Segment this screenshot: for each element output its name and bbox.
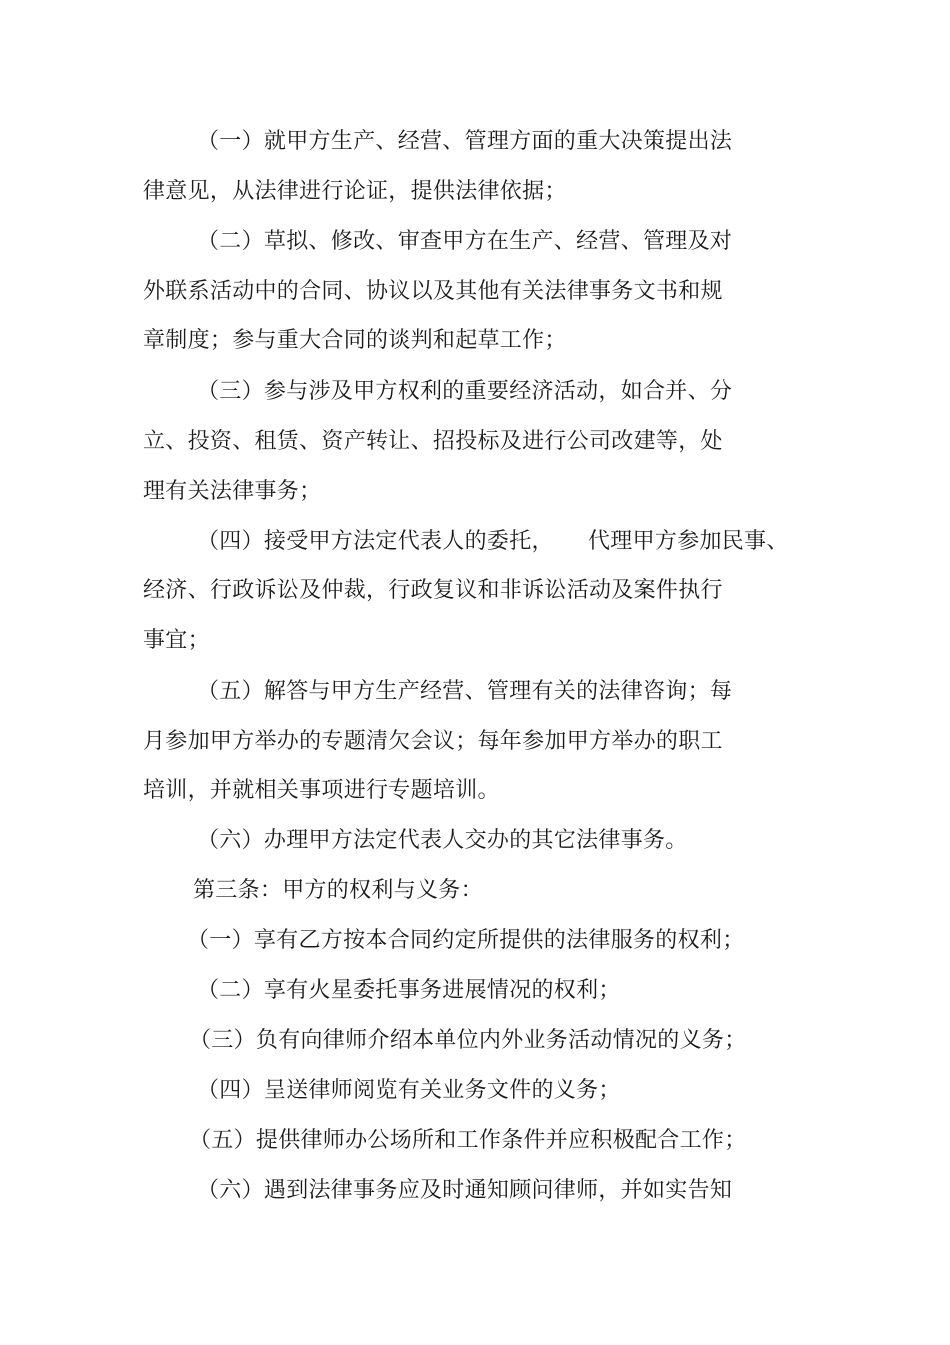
text-line: 理有关法律事务； — [143, 479, 322, 504]
text-line: （三）参与涉及甲方权利的重要经济活动，如合并、分 — [197, 379, 733, 404]
text-line: 外联系活动中的合同、协议以及其他有关法律事务文书和规 — [143, 279, 723, 304]
section-heading: 第三条：甲方的权利与义务： — [193, 878, 483, 903]
text-line: 经济、行政诉讼及仲裁，行政复议和非诉讼活动及案件执行 — [143, 578, 723, 603]
text-line: 培训，并就相关事项进行专题培训。 — [143, 778, 500, 803]
text-line: （六）遇到法律事务应及时通知顾问律师，并如实告知 — [197, 1178, 733, 1203]
text-line: （四）呈送律师阅览有关业务文件的义务； — [197, 1078, 621, 1103]
text-line: （五）解答与甲方生产经营、管理有关的法律咨询；每 — [197, 679, 733, 704]
text-line: （一）就甲方生产、经营、管理方面的重大决策提出法 — [197, 129, 733, 154]
text-line: （二）享有火星委托事务进展情况的权利； — [197, 978, 621, 1003]
text-line: （一）享有乙方按本合同约定所提供的法律服务的权利； — [187, 928, 745, 953]
text-line: 代理甲方参加民事、 — [588, 529, 789, 554]
text-line: 立、投资、租赁、资产转让、招投标及进行公司改建等，处 — [143, 429, 723, 454]
text-line: （六）办理甲方法定代表人交办的其它法律事务。 — [197, 828, 688, 853]
text-line: （五）提供律师办公场所和工作条件并应积极配合工作； — [189, 1128, 747, 1153]
text-line: （二）草拟、修改、审查甲方在生产、经营、管理及对 — [197, 229, 733, 254]
text-line: （四）接受甲方法定代表人的委托， — [197, 529, 554, 554]
text-line: 月参加甲方举办的专题清欠会议；每年参加甲方举办的职工 — [143, 729, 723, 754]
text-line: （三）负有向律师介绍本单位内外业务活动情况的义务； — [189, 1028, 747, 1053]
text-line: 事宜； — [143, 628, 210, 653]
text-line: 律意见，从法律进行论证，提供法律依据； — [143, 179, 567, 204]
text-line: 章制度；参与重大合同的谈判和起草工作； — [143, 328, 567, 353]
